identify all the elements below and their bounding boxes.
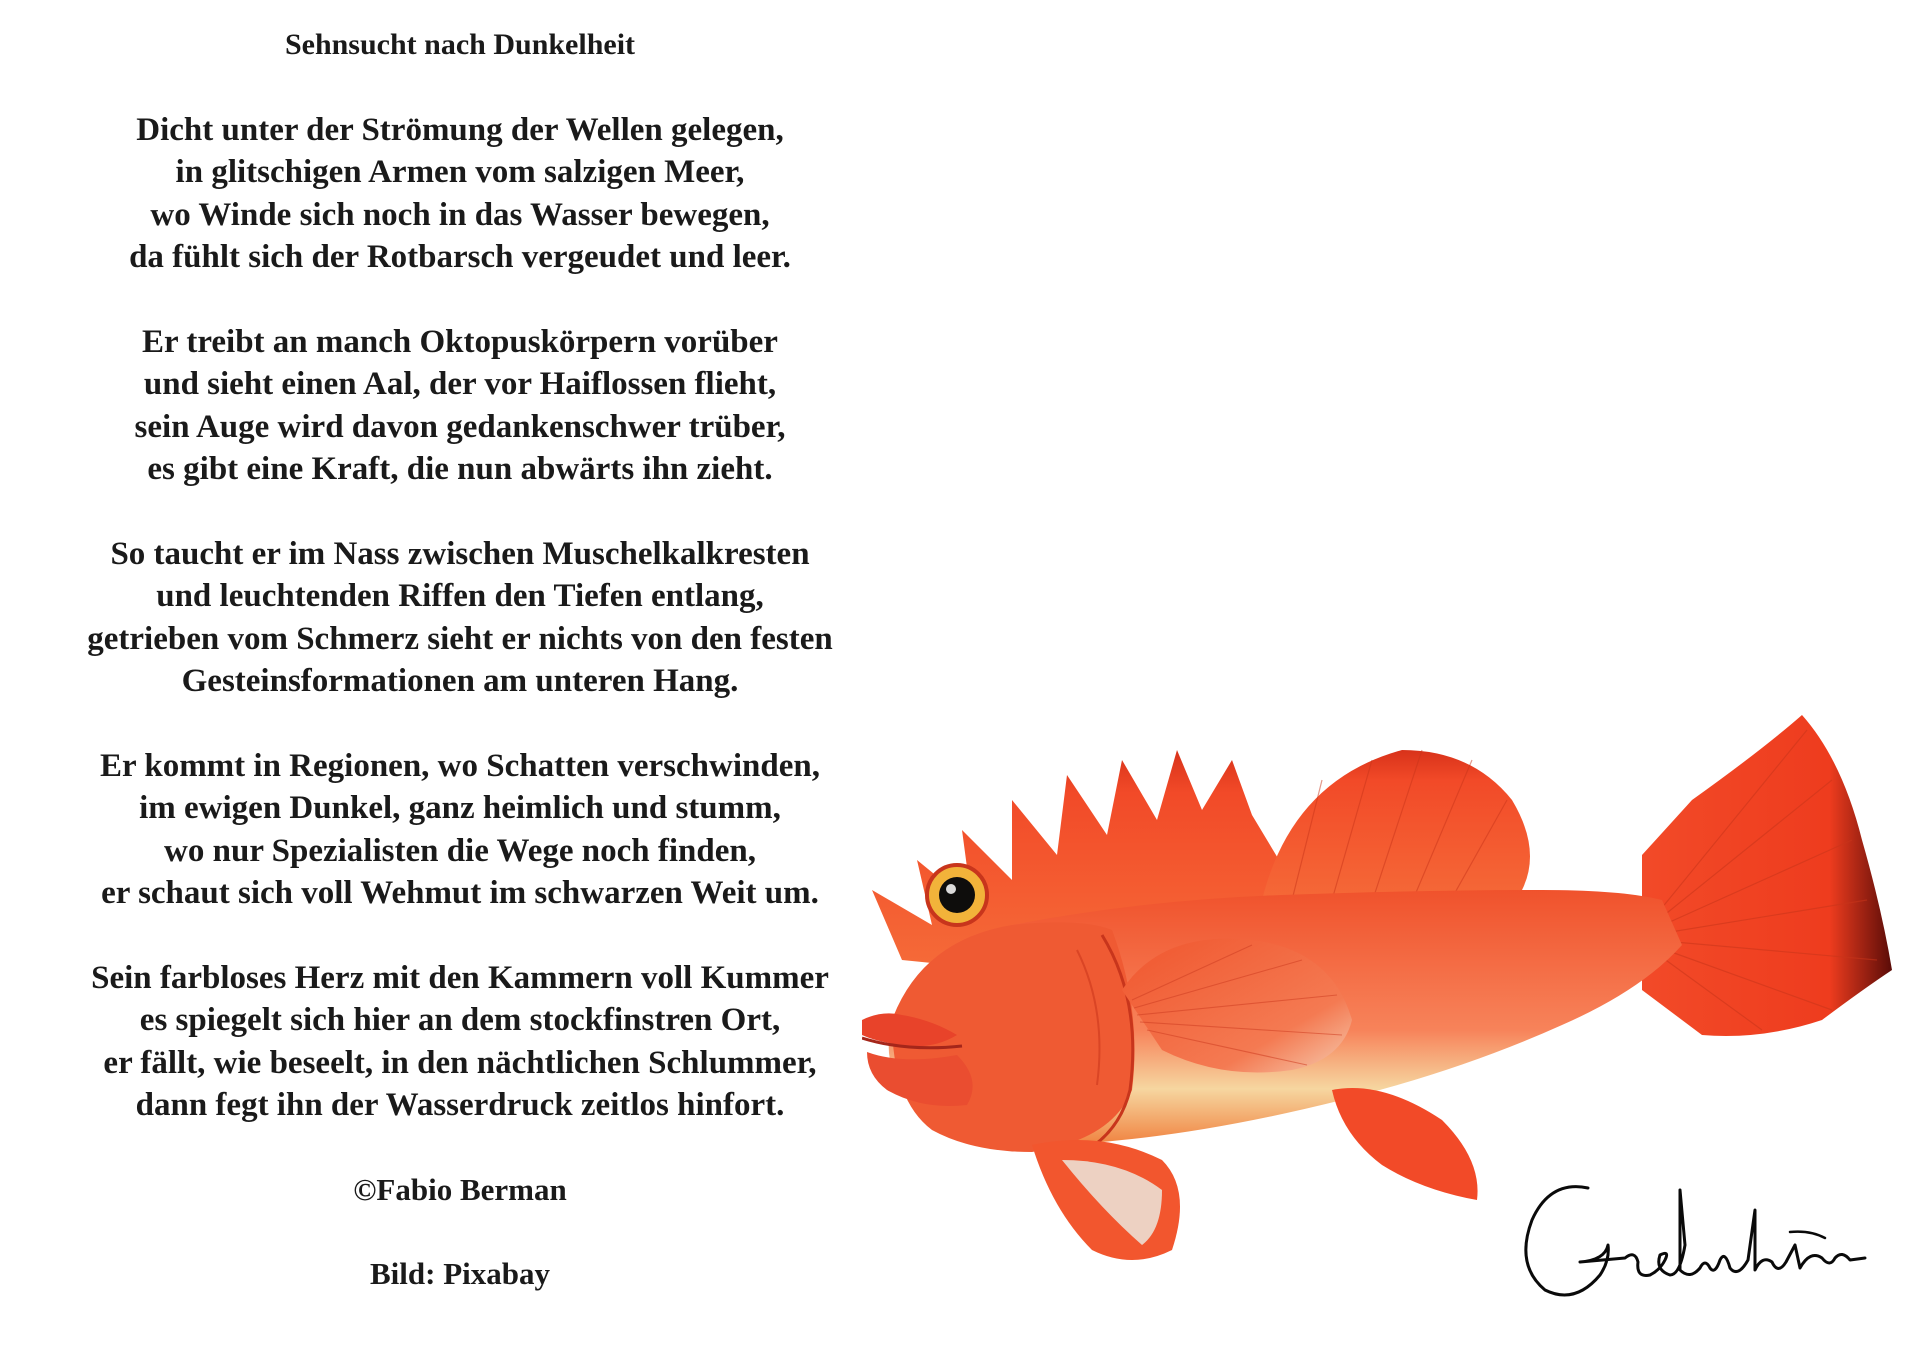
poem-line: er schaut sich voll Wehmut im schwarzen Weit um. — [101, 875, 819, 911]
image-credit: Bild: Pixabay — [369, 1256, 550, 1291]
stanza-1 — [10, 109, 910, 279]
poem-line: im ewigen Dunkel, ganz heimlich und stumm, — [139, 790, 781, 826]
poem-line: wo Winde sich noch in das Wasser bewegen, — [150, 196, 770, 233]
poem-line: und leuchtenden Riffen den Tiefen entlang, — [156, 578, 764, 614]
poem-line: Sein farbloses Herz mit den Kammern voll Kummer — [91, 959, 829, 996]
poem-line: sein Auge wird davon gedankenschwer trüber, — [134, 408, 786, 445]
tail-fin — [1642, 715, 1892, 1036]
poem-line: Gesteinsformationen am unteren Hang. — [181, 663, 739, 699]
poem-line: Dicht unter der Strömung der Wellen gelegen, — [136, 111, 784, 148]
author-credit: ©Fabio Berman — [353, 1171, 567, 1207]
poem-line: es gibt eine Kraft, die nun abwärts ihn zieht. — [147, 451, 773, 487]
poem-line: da fühlt sich der Rotbarsch vergeudet und leer. — [129, 239, 791, 275]
anal-fin — [1332, 1088, 1478, 1200]
gedichtezauber-signature — [1510, 1150, 1890, 1330]
poem-line: getrieben vom Schmerz sieht er nichts von den festen — [87, 620, 833, 657]
poem-title: Sehnsucht nach Dunkelheit — [284, 28, 636, 61]
poem-line: es spiegelt sich hier an dem stockfinstren Ort, — [139, 1002, 781, 1038]
fish-eye — [927, 865, 987, 925]
poem-line: in glitschigen Armen vom salzigen Meer, — [175, 154, 745, 190]
stanza-2 — [10, 321, 910, 491]
poem-block — [10, 24, 910, 1338]
stanza-4 — [10, 745, 910, 915]
stanza-5 — [10, 957, 910, 1127]
poem-line: und sieht einen Aal, der vor Haiflossen flieht, — [143, 366, 777, 402]
poem-line: wo nur Spezialisten die Wege noch finden, — [164, 832, 756, 869]
poem-line: So taucht er im Nass zwischen Muschelkalkresten — [110, 535, 810, 572]
poem-line: Er kommt in Regionen, wo Schatten verschwinden, — [100, 747, 820, 784]
poem-line: er fällt, wie beseelt, in den nächtlichen Schlummer, — [103, 1044, 817, 1081]
poem-line: dann fegt ihn der Wasserdruck zeitlos hinfort. — [135, 1087, 785, 1123]
poem-line: Er treibt an manch Oktopuskörpern vorüber — [142, 323, 778, 360]
stanza-3 — [10, 533, 910, 703]
